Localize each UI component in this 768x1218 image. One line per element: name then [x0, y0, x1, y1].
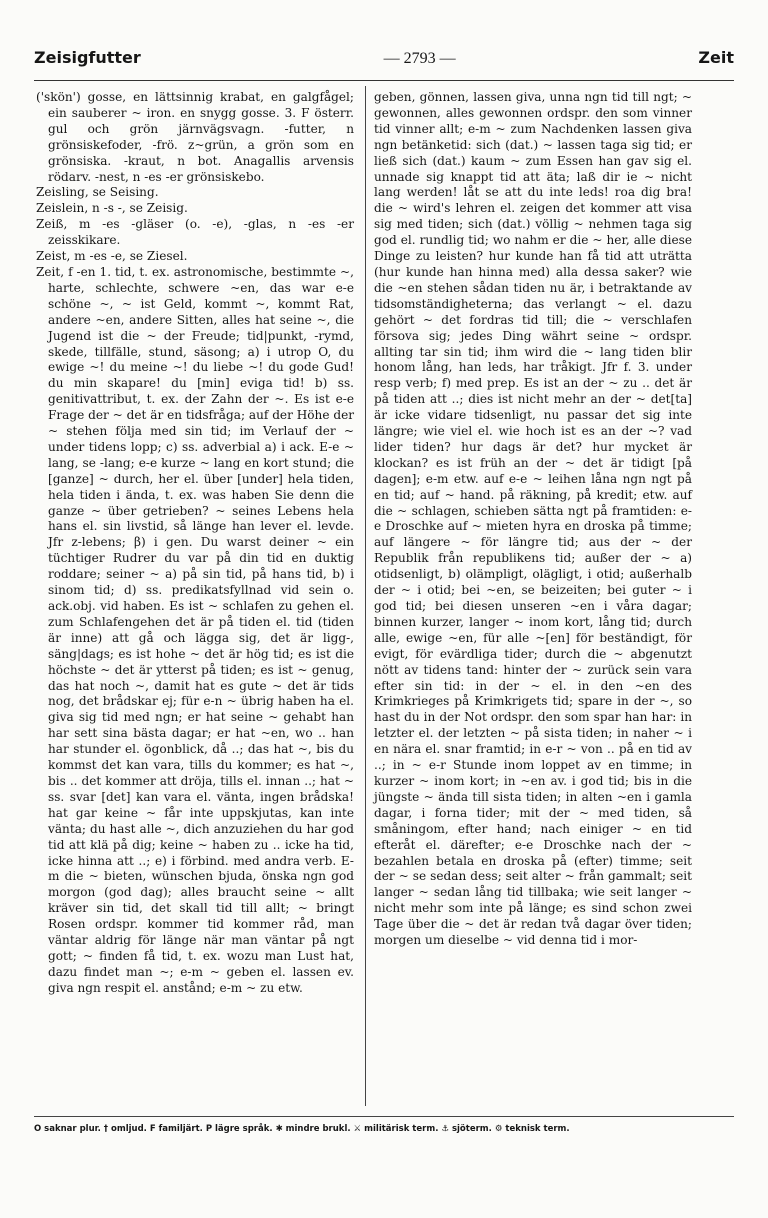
entry-zeit: Zeit, f -en 1. tid, t. ex. astronomische, bestimmte ~, harte, schlechte, schwere ~en, das war e-e schöne ~, ~ ist Geld, kommt ~, kommt Rat, andere ~en, andere Sitten, alles hat seine ~, die Jugend ist die ~ der Freude; tid|punkt, -rymd, skede, tillfälle, stund, säsong; a) i utrop O, du ewige ~! du meine ~! du liebe ~! du gode Gud! du min skapare! du [min] eviga tid! b) ss. genitivattribut, t. ex. der Zahn der ~. Es ist e-e Frage der ~ det är en tidsfråga; auf der Höhe der ~ stehen följa med sin tid; im Verlauf der ~ under tidens lopp; c) ss. adverbial a) i ack. E-e ~ lang, se -lang; e-e kurze ~ lang en kort stund; die [ganze] ~ durch, her el. über [under] hela tiden, hela tiden i ända, t. ex. was haben Sie denn die ganze ~ über getrieben? ~ seines Lebens hela hans el. sin livstid, så länge han lever el. levde. Jfr z-lebens; β) i gen. Du warst deiner ~ ein tüchtiger Rudrer du var på din tid en duktig roddare; seiner ~ a) på sin tid, på hans tid, b) i sinom tid; d) ss. predikatsfyllnad vid sein o. ack.obj. vid haben. Es ist ~ schlafen zu gehen el. zum Schlafengehen det är på tiden el. tid (tiden är inne) att gå och lägga sig, det är ligg-, säng|dags; es ist hohe ~ det är hög tid; es ist die höchste ~ det är ytterst på tiden; es ist ~ genug, das hat noch ~, damit hat es gute ~ det är tids nog, det brådskar ej; für e-n ~ übrig haben ha el. giva sig tid med ngn; er hat seine ~ gehabt han har sett sina bästa dagar; er hat ~en, wo .. han har stunder el. ögonblick, då ..; das hat ~, bis du kommst det kan vara, tills du kommer; es hat ~, bis .. det kommer att dröja, tills el. innan ..; hat ~ ss. svar [det] kan vara el. vänta, ingen brådska! hat gar keine ~ får inte uppskjutas, kan inte vänta; du hast alle ~, dich anzuziehen du har god tid att klä på dig; keine ~ haben zu .. icke ha tid, icke hinna att ..; e) i förbind. med andra verb. E-m die ~ bieten, wünschen bjuda, önska ngn god morgon (god dag); alles braucht seine ~ allt kräver sin tid, det skall tid till allt; ~ bringt Rosen ordspr. kommer tid kommer råd, man väntar aldrig för länge när man väntar på ngt gott; ~ finden få tid, t. ex. wozu man Lust hat, dazu findet man ~; e-m ~ geben el. lassen ev. giva ngn respit el. anstånd; e-m ~ zu etw.	[36, 264, 355, 995]
page-header	[34, 48, 734, 76]
left-column	[36, 90, 354, 997]
header-left-word: Zeisigfutter	[34, 48, 141, 67]
entry-zeisling: Zeisling, se Seising.	[36, 185, 159, 200]
entry-zeit-continuation: geben, gönnen, lassen giva, unna ngn tid till ngt; ~ gewonnen, alles gewonnen ordspr. den som vinner tid vinner allt; e-m ~ zum Nachdenken lassen giva ngn betänketid: sich (dat.) ~ lassen taga sig tid; er ließ sich (dat.) kaum ~ zum Essen han gav sig el. unnade sig knappt tid att äta; laß dir ie ~ nicht lang werden! låt se att du inte leds! roa dig bra! die ~ wird's lehren el. zeigen det kommer att visa sig med tiden; sich (dat.) völlig ~ nehmen taga sig god el. rundlig tid; wo nahm er die ~ her, alle diese Dinge zu leisten? hur kunde han få tid att uträtta (hur kunde han hinna med) alla dessa saker? wie die ~en stehen sådan tiden nu är, i betraktande av tidsomständigheterna; das verlangt ~ el. dazu gehört ~ det fordras tid till; die ~ verschlafen försova sig; jedes Ding währt seine ~ ordspr. allting tar sin tid; ihm wird die ~ lang tiden blir honom lång, han leds, har tråkigt. Jfr f. 3. under resp verb; f) med prep. Es ist an der ~ zu .. det är på tiden att ..; dies ist nicht mehr an der ~ det[ta] är icke vidare tidsenligt, nu passar det sig inte längre; wie viel el. wie hoch ist es an der ~? vad lider tiden? hur dags är det? hur mycket är klockan? es ist früh an der ~ det är tidigt [på dagen]; e-m etw. auf e-e ~ leihen låna ngn ngt på en tid; auf ~ hand. på räkning, på kredit; etw. auf die ~ schlagen, schieben sätta ngt på framtiden: e-e Droschke auf ~ mieten hyra en droska på timme; auf längere ~ för längre tid; aus der ~ der Republik från republikens tid; außer der ~ a) otidsenligt, b) olämpligt, olägligt, i otid; außerhalb der ~ i otid; bei ~en, se beizeiten; bei guter ~ i god tid; bei diesen unseren ~en i våra dagar; binnen kurzer, langer ~ inom kort, lång tid; durch alle, ewige ~en, für alle ~[en] för beständigt, för evigt, för evärdliga tider; durch die ~ abgenutzt nött av tidens tand: hinter der ~ zurück sein vara efter sin tid: in der ~ el. in den ~en des Krimkrieges på Krimkrigets tid; spare in der ~, so hast du in der Not ordspr. den som spar han har: in letzter el. der letzten ~ på sista tiden; in naher ~ i en nära el. snar framtid; in e-r ~ von .. på en tid av ..; in ~ e-r Stunde inom loppet av en timme; in kurzer ~ inom kort; in ~en av. i god tid; bis in die jüngste ~ ända till sista tiden; in alten ~en i gamla dagar, i forna tider; mit der ~ med tiden, så småningom, efter hand; nach einiger ~ en tid efteråt el. därefter; e-e Droschke nach der ~ bezahlen betala en droska på (efter) timme; seit der ~ se sedan dess; seit alter ~ från gammalt; seit langer ~ sedan lång tid tillbaka; wie seit langer ~ nicht mehr som inte på länge; es sind schon zwei Tage über die ~ det är redan två dagar över tiden; morgen um dieselbe ~ vid denna tid i mor-	[374, 90, 692, 948]
right-column	[374, 90, 692, 949]
abbreviation-legend: O saknar plur. † omljud. F familjärt. P lägre språk. ✱ mindre brukl. ⚔ militärisk term. ⚓ sjöterm. ⚙ teknisk term.	[34, 1124, 570, 1134]
column-divider	[365, 86, 366, 1106]
header-right-word: Zeit	[698, 48, 734, 67]
page-number: — 2793 —	[383, 50, 456, 67]
footer-rule	[34, 1116, 734, 1117]
header-rule	[34, 80, 734, 81]
entry-zeiss: Zeiß, m -es -gläser (o. -e), -glas, n -es -er zeisskikare.	[36, 217, 354, 248]
entry-zeisig-continuation: ('skön') gosse, en lättsinnig krabat, en galgfågel; ein sauberer ~ iron. en snygg gosse. 3. F österr. gul och grön järnvägsvagn. -futter, n grönsiskefoder, -frö. z~grün, a grön som en grönsiska. -kraut, n bot. Anagallis arvensis rödarv. -nest, n -es -er grönsiskebo.	[36, 90, 354, 184]
entry-zeislein: Zeislein, n -s -, se Zeisig.	[36, 201, 188, 216]
entry-zeist: Zeist, m -es -e, se Ziesel.	[36, 249, 188, 264]
